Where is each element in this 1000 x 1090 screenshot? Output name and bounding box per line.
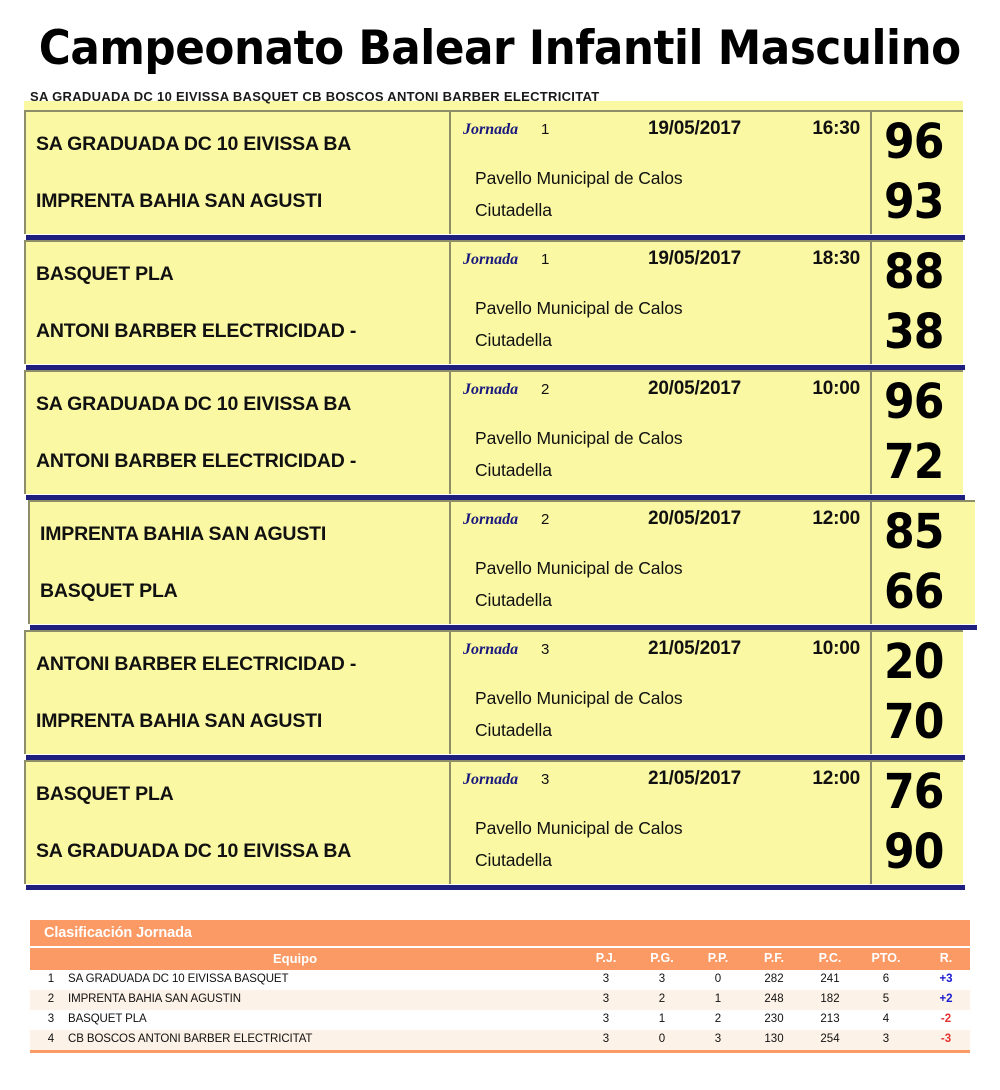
standings-position: 4: [47, 1033, 55, 1045]
match-city: Ciutadella: [475, 590, 552, 610]
away-team-name: IMPRENTA BAHIA SAN AGUSTI: [36, 710, 323, 732]
column-header-r: R.: [939, 951, 953, 965]
match-teams: [26, 632, 449, 754]
match-date: 21/05/2017: [647, 638, 742, 659]
jornada-number: 1: [541, 121, 550, 138]
away-team-name: ANTONI BARBER ELECTRICIDAD -: [36, 450, 357, 472]
standings-cell-r: -3: [940, 1033, 952, 1045]
match-divider: [26, 885, 965, 890]
match-info: [449, 242, 870, 364]
home-team-name: IMPRENTA BAHIA SAN AGUSTI: [40, 522, 327, 545]
home-score: 88: [884, 244, 944, 300]
standings-position: 3: [47, 1013, 55, 1025]
jornada-label: Jornada: [463, 771, 519, 788]
away-score: 66: [884, 564, 944, 620]
match-scores: [870, 242, 965, 364]
jornada-number: 3: [541, 641, 550, 658]
match-info: [449, 632, 870, 754]
home-team-name: ANTONI BARBER ELECTRICIDAD -: [36, 652, 357, 675]
match-time: 10:00: [812, 378, 860, 399]
column-header-pto: PTO.: [871, 951, 901, 965]
match-venue: Pavello Municipal de Calos: [475, 688, 683, 708]
match-teams: [26, 372, 449, 494]
standings-cell-r: +2: [939, 993, 953, 1005]
standings-cell-pp: 2: [714, 1013, 722, 1025]
standings-cell-pto: 5: [882, 993, 890, 1005]
match-scores: [870, 632, 965, 754]
jornada-number: 2: [541, 381, 550, 398]
match-time: 18:30: [812, 248, 860, 269]
standings-cell-r: -2: [940, 1013, 952, 1025]
column-header-pc: P.C.: [818, 951, 842, 965]
clipped-fixture-text: SA GRADUADA DC 10 EIVISSA BASQUET CB BOSCOS ANTONI BARBER ELECTRICITAT: [30, 89, 600, 104]
match-card[interactable]: [24, 240, 963, 364]
home-score: 96: [884, 374, 944, 430]
match-date: 20/05/2017: [647, 508, 742, 529]
match-time: 12:00: [812, 768, 860, 789]
standings-body: [30, 970, 970, 1050]
column-header-pf: P.F.: [764, 951, 784, 965]
match-city: Ciutadella: [475, 330, 552, 350]
jornada-number: 2: [541, 511, 550, 528]
jornada-number: 3: [541, 771, 550, 788]
column-header-equipo: Equipo: [272, 951, 318, 966]
standings-cell-pj: 3: [602, 1033, 610, 1045]
home-team-name: BASQUET PLA: [36, 782, 174, 805]
jornada-label: Jornada: [463, 251, 519, 268]
match-teams: [26, 242, 449, 364]
match-info-top: [463, 768, 860, 790]
fixtures-list: [0, 89, 1000, 896]
standings-team-name: BASQUET PLA: [68, 1013, 147, 1025]
home-score: 85: [884, 504, 944, 560]
match-date: 20/05/2017: [647, 378, 742, 399]
standings-cell-pc: 254: [820, 1033, 840, 1045]
standings-cell-r: +3: [939, 973, 953, 985]
standings-cell-pp: 1: [714, 993, 722, 1005]
standings-cell-pto: 4: [882, 1013, 890, 1025]
standings-cell-pg: 0: [658, 1033, 666, 1045]
match-city: Ciutadella: [475, 460, 552, 480]
standings-cell-pc: 182: [820, 993, 840, 1005]
match-teams: [26, 762, 449, 884]
match-teams: [30, 502, 449, 624]
match-scores: [870, 502, 977, 624]
away-score: 70: [884, 694, 944, 750]
home-score: 20: [884, 634, 944, 690]
away-score: 38: [884, 304, 944, 360]
standings-cell-pf: 230: [764, 1013, 784, 1025]
match-info-top: [463, 508, 860, 530]
match-info: [449, 112, 870, 234]
match-city: Ciutadella: [475, 850, 552, 870]
match-date: 21/05/2017: [647, 768, 742, 789]
home-team-name: SA GRADUADA DC 10 EIVISSA BA: [36, 392, 352, 415]
match-venue: Pavello Municipal de Calos: [475, 428, 683, 448]
standings-cell-pg: 1: [658, 1013, 666, 1025]
match-date: 19/05/2017: [647, 248, 742, 269]
match-info: [449, 762, 870, 884]
match-card[interactable]: [24, 370, 963, 494]
table-row[interactable]: [30, 990, 970, 1010]
standings-team-name: CB BOSCOS ANTONI BARBER ELECTRICITAT: [68, 1033, 313, 1045]
match-city: Ciutadella: [475, 720, 552, 740]
jornada-number: 1: [541, 251, 550, 268]
match-venue: Pavello Municipal de Calos: [475, 298, 683, 318]
away-team-name: SA GRADUADA DC 10 EIVISSA BA: [36, 840, 352, 862]
standings-cell-pf: 130: [764, 1033, 784, 1045]
standings-table: [30, 920, 970, 1053]
standings-cell-pc: 213: [820, 1013, 840, 1025]
standings-cell-pg: 3: [658, 973, 666, 985]
standings-cell-pp: 3: [714, 1033, 722, 1045]
jornada-label: Jornada: [463, 121, 519, 138]
standings-position: 1: [47, 973, 55, 985]
standings-team-name: SA GRADUADA DC 10 EIVISSA BASQUET: [68, 973, 289, 985]
standings-header-row: [30, 946, 970, 970]
standings-team-name: IMPRENTA BAHIA SAN AGUSTIN: [68, 993, 241, 1005]
match-card[interactable]: [24, 110, 963, 234]
match-info-top: [463, 118, 860, 140]
match-info-top: [463, 378, 860, 400]
match-info: [449, 372, 870, 494]
standings-bottom-border: [30, 1050, 970, 1053]
match-time: 16:30: [812, 118, 860, 139]
match-date: 19/05/2017: [647, 118, 742, 139]
away-team-name: ANTONI BARBER ELECTRICIDAD -: [36, 320, 357, 342]
standings-cell-pto: 3: [882, 1033, 890, 1045]
standings-cell-pj: 3: [602, 973, 610, 985]
table-row[interactable]: [30, 970, 970, 990]
match-time: 12:00: [812, 508, 860, 529]
column-header-pj: P.J.: [595, 951, 617, 965]
match-card[interactable]: [24, 760, 963, 884]
jornada-label: Jornada: [463, 511, 519, 528]
standings-position: 2: [47, 993, 55, 1005]
match-card[interactable]: [24, 630, 963, 754]
away-team-name: IMPRENTA BAHIA SAN AGUSTI: [36, 190, 323, 212]
page-title: Campeonato Balear Infantil Masculino: [38, 20, 962, 76]
jornada-label: Jornada: [463, 381, 519, 398]
standings-cell-pj: 3: [602, 1013, 610, 1025]
away-team-name: BASQUET PLA: [40, 580, 178, 602]
away-score: 72: [884, 434, 944, 490]
table-row[interactable]: [30, 1030, 970, 1050]
page-header: [0, 0, 1000, 96]
home-team-name: BASQUET PLA: [36, 262, 174, 285]
match-info-top: [463, 248, 860, 270]
column-header-pg: P.G.: [650, 951, 674, 965]
match-city: Ciutadella: [475, 200, 552, 220]
match-info-top: [463, 638, 860, 660]
standings-cell-pc: 241: [820, 973, 840, 985]
jornada-label: Jornada: [463, 641, 519, 658]
standings-cell-pp: 0: [714, 973, 722, 985]
away-score: 93: [884, 174, 944, 230]
standings-title: Clasificación Jornada: [30, 920, 970, 946]
match-scores: [870, 112, 965, 234]
match-teams: [26, 112, 449, 234]
standings-cell-pto: 6: [882, 973, 890, 985]
match-venue: Pavello Municipal de Calos: [475, 558, 683, 578]
match-time: 10:00: [812, 638, 860, 659]
standings-cell-pg: 2: [658, 993, 666, 1005]
table-row[interactable]: [30, 1010, 970, 1030]
away-score: 90: [884, 824, 944, 880]
home-team-name: SA GRADUADA DC 10 EIVISSA BA: [36, 132, 352, 155]
match-info: [449, 502, 870, 624]
home-score: 96: [884, 114, 944, 170]
match-card[interactable]: [28, 500, 975, 624]
column-header-pp: P.P.: [707, 951, 729, 965]
match-scores: [870, 372, 965, 494]
home-score: 76: [884, 764, 944, 820]
match-venue: Pavello Municipal de Calos: [475, 818, 683, 838]
match-scores: [870, 762, 965, 884]
standings-cell-pf: 248: [764, 993, 784, 1005]
standings-cell-pj: 3: [602, 993, 610, 1005]
standings-cell-pf: 282: [764, 973, 784, 985]
match-venue: Pavello Municipal de Calos: [475, 168, 683, 188]
